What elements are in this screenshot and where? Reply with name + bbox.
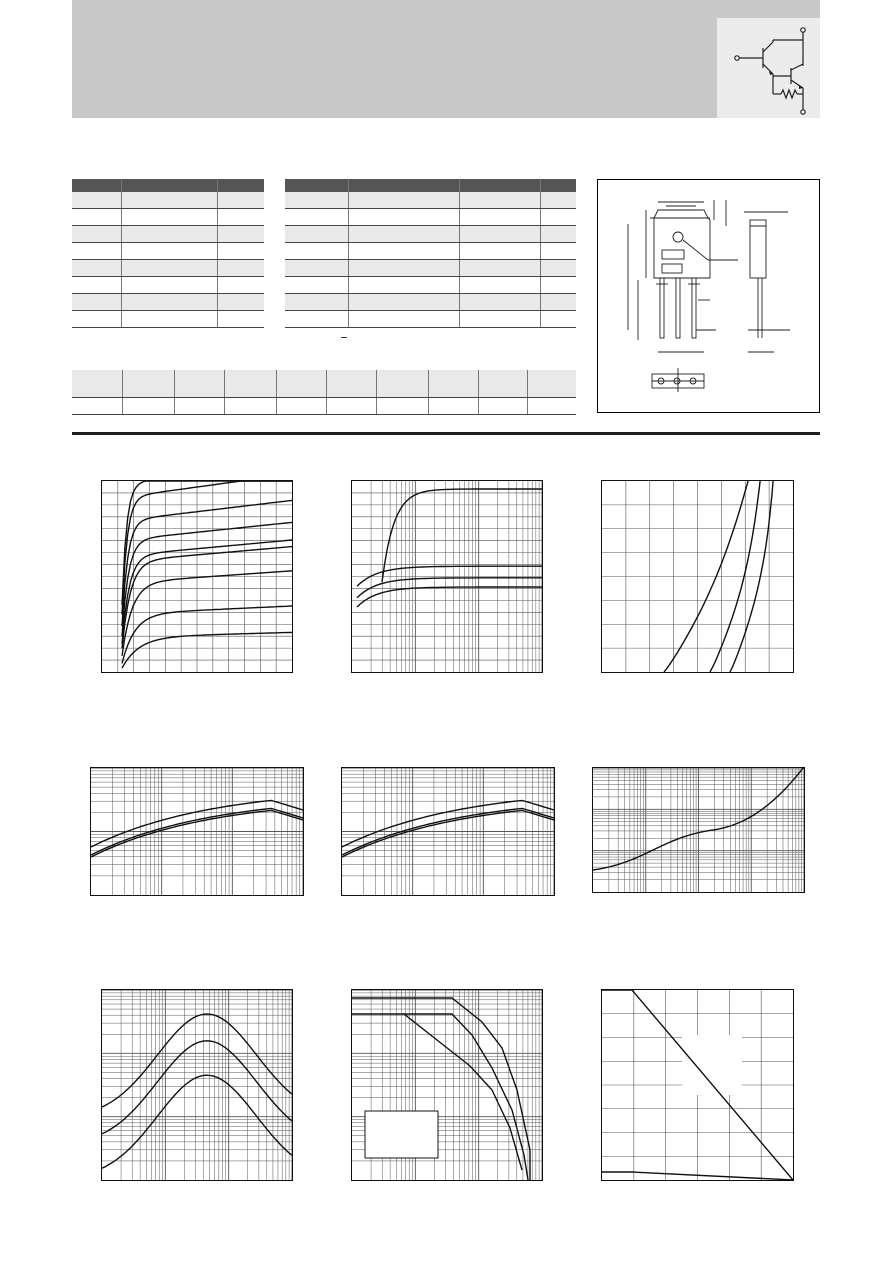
footnote-mark (341, 337, 347, 338)
chart-ic-vbe (601, 480, 794, 673)
darlington-transistor-symbol-icon (717, 18, 820, 118)
chart-vce-ic (351, 480, 543, 673)
chart-pc-ta-derating (601, 989, 794, 1181)
thermal-resistance-plot (593, 768, 804, 892)
package-outline-box (597, 179, 820, 413)
vce-ic-curve (357, 587, 542, 607)
max-ratings-table (72, 179, 264, 328)
section-divider (72, 432, 820, 435)
ic-vbe-plot (602, 481, 793, 672)
electrical-characteristics-table (285, 179, 576, 328)
to3p-package-outline-icon (598, 180, 819, 412)
ic-vce-curve (122, 632, 292, 668)
label-clear-area (682, 1035, 742, 1095)
ft-ie-plot (102, 990, 292, 1180)
chart-hfe-ic-a (90, 767, 304, 896)
hfe-ic-plot-b (342, 768, 554, 895)
hfe-classification-table (72, 370, 576, 415)
hfe-ic-curve (342, 800, 554, 847)
ft-ie-curve (102, 1014, 292, 1107)
chart-hfe-ic-b (341, 767, 555, 896)
header-band (72, 0, 820, 118)
vce-ic-plot (352, 481, 542, 672)
safe-operating-area-plot (352, 990, 542, 1180)
ft-ie-curve (102, 1075, 292, 1168)
soa-legend-box (365, 1111, 438, 1158)
hfe-ic-curve (91, 800, 303, 847)
chart-ic-vce (101, 480, 293, 673)
ic-vce-curve (122, 540, 292, 644)
chart-safe-operating-area (351, 989, 543, 1181)
circuit-symbol-box (717, 18, 820, 118)
hfe-ic-plot-a (91, 768, 303, 895)
chart-ft-ie (101, 989, 293, 1181)
ic-vce-plot (102, 481, 292, 672)
pc-ta-derating-plot (602, 990, 793, 1180)
chart-thermal-resistance (592, 767, 805, 893)
